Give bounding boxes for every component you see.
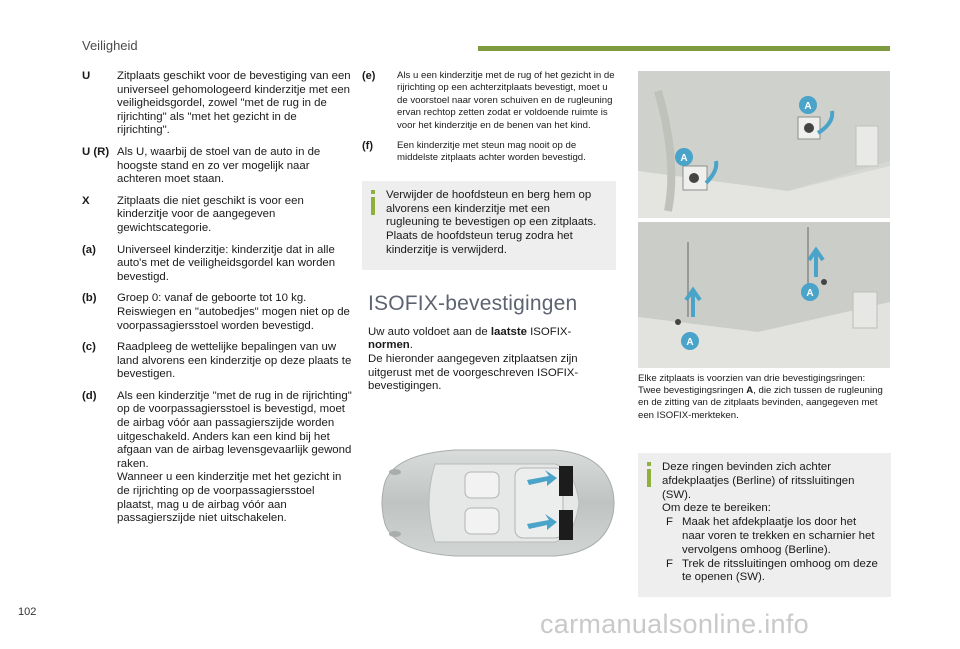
bullet-text: Trek de ritssluitingen omhoog om deze te openen (SW). <box>682 557 878 584</box>
rings-info-box <box>638 453 891 597</box>
watermark: carmanualsonline.info <box>540 609 809 639</box>
headrest-info-text: Verwijder de hoofdsteun en berg hem op alvorens een kinderzitje met een rugleuning te bevestigen op een zitplaats. Plaats de hoofdsteun terug zodra het kinderzitje is verwijderd. <box>386 188 597 257</box>
definition-key: X <box>82 194 90 207</box>
definition-key: (c) <box>82 341 96 354</box>
intro-text: Uw auto voldoet aan de <box>368 325 491 338</box>
intro-text: ISOFIX- <box>526 325 572 338</box>
definition-key: (b) <box>82 292 97 305</box>
definition-text: Universeel kinderzitje: kinderzitje dat in alle auto's met de veiligheidsgordel kan worden bevestigd. <box>117 243 336 283</box>
marker-label-a: A <box>680 153 688 164</box>
section-label: Veiligheid <box>82 38 138 53</box>
list-item <box>662 516 881 557</box>
definition-key: U (R) <box>82 145 110 158</box>
page-number: 102 <box>18 606 37 618</box>
isofix-photo-sw <box>638 222 890 368</box>
rings-info-p2: Om deze te bereiken: <box>662 502 771 515</box>
header-rule <box>478 46 890 51</box>
definition-text: Raadpleeg de wettelijke bepalingen van uw land alvorens een kinderzitje op deze plaats te bevestigen. <box>117 341 352 381</box>
definition-key: (a) <box>82 243 96 256</box>
headrest-info-box <box>362 181 616 270</box>
definition-item <box>82 292 352 333</box>
marker-label-a: A <box>804 101 812 112</box>
bullet-icon: F <box>666 557 673 570</box>
info-icon <box>646 462 651 492</box>
note-key: (e) <box>362 70 376 82</box>
definition-item <box>82 195 352 236</box>
intro-text: . <box>409 339 413 352</box>
caption-text: , die zich tussen de rugleuning en de zitting van de zitplaats bevinden, aangegeven met een ISOFIX-merkteken. <box>638 385 883 421</box>
caption-text: Twee bevestigingsringen <box>638 385 747 397</box>
intro-bold: normen <box>368 339 410 352</box>
definition-key: (d) <box>82 389 97 402</box>
definition-item <box>82 146 352 187</box>
bullet-icon: F <box>666 516 673 529</box>
definition-text: Zitplaats geschikt voor de bevestiging van een universeel gehomologeerd kinderzitje met een veiligheidsgordel, zowel "met de rug in de rijrichting" als "met het gezicht in de rijrichting". <box>117 70 351 137</box>
list-item <box>662 558 881 586</box>
note-item <box>362 140 616 165</box>
marker-label-a: A <box>806 288 814 299</box>
bullet-text: Maak het afdekplaatje los door het naar voren te trekken en scharnier het vervolgens omhoog (Berline). <box>682 516 875 556</box>
note-text: Als u een kinderzitje met de rug of het gezicht in de rijrichting op een achterzitplaats bevestigt, moet u de voorstoel naar voren schuiven en de rugleuning ervan rechtop zetten zodat er voldoende ruimte is voor het kinderzitje en de benen van het kind. <box>397 70 615 131</box>
definition-item <box>82 341 352 382</box>
definition-key: U <box>82 70 91 82</box>
intro-bold: laatste <box>490 325 527 338</box>
photo-caption <box>638 373 892 422</box>
isofix-title: ISOFIX-bevestigingen <box>368 291 578 315</box>
definitions-list <box>82 70 352 534</box>
isofix-intro-2: De hieronder aangegeven zitplaatsen zijn uitgerust met de voorgeschreven ISOFIX-bevestigingen. <box>368 353 579 393</box>
car-top-view-illustration <box>365 442 617 564</box>
definition-text: Als U, waarbij de stoel van de auto in de hoogste stand en zo ver mogelijk naar achteren moet staan. <box>117 145 321 186</box>
caption-line-1: Elke zitplaats is voorzien van drie bevestigingsringen: <box>638 373 866 384</box>
definition-text: Zitplaats die niet geschikt is voor een kinderzitje voor de aangegeven gewichtscategorie. <box>117 194 304 234</box>
note-text: Een kinderzitje met steun mag nooit op de middelste zitplaats achter worden bevestigd. <box>397 140 586 164</box>
caption-line-2 <box>638 385 892 422</box>
marker-label-a: A <box>686 337 694 348</box>
rings-info-p1: Deze ringen bevinden zich achter afdekplaatjes (Berline) of ritssluitingen (SW). <box>662 461 855 501</box>
isofix-photo-berline <box>638 71 890 218</box>
definition-item <box>82 70 352 138</box>
middle-column <box>362 70 616 394</box>
definition-text: Als een kinderzitje "met de rug in de rijrichting" op de voorpassagiersstoel is bevestigd, moet de airbag vóór aan passagierszijde worden uitgeschakeld. Anders kan een kind bij het afgaan van de airbag levensgevaarlijk gewond raken. Wanneer u een kinderzitje met het gezicht in de rijrichting op de voorpassagiersstoel plaatst, mag u de airbag vóór aan passagierszijde niet uitschakelen. <box>117 389 352 525</box>
definition-item <box>82 390 352 526</box>
note-item <box>362 70 616 132</box>
definition-text: Groep 0: vanaf de geboorte tot 10 kg. Reiswiegen en "autobedjes" mogen niet op de voorpassagiersstoel worden bevestigd. <box>117 292 350 332</box>
isofix-intro <box>362 326 616 394</box>
caption-bold: A <box>746 385 754 397</box>
info-icon <box>370 190 375 220</box>
definition-item <box>82 244 352 285</box>
note-key: (f) <box>362 140 373 153</box>
